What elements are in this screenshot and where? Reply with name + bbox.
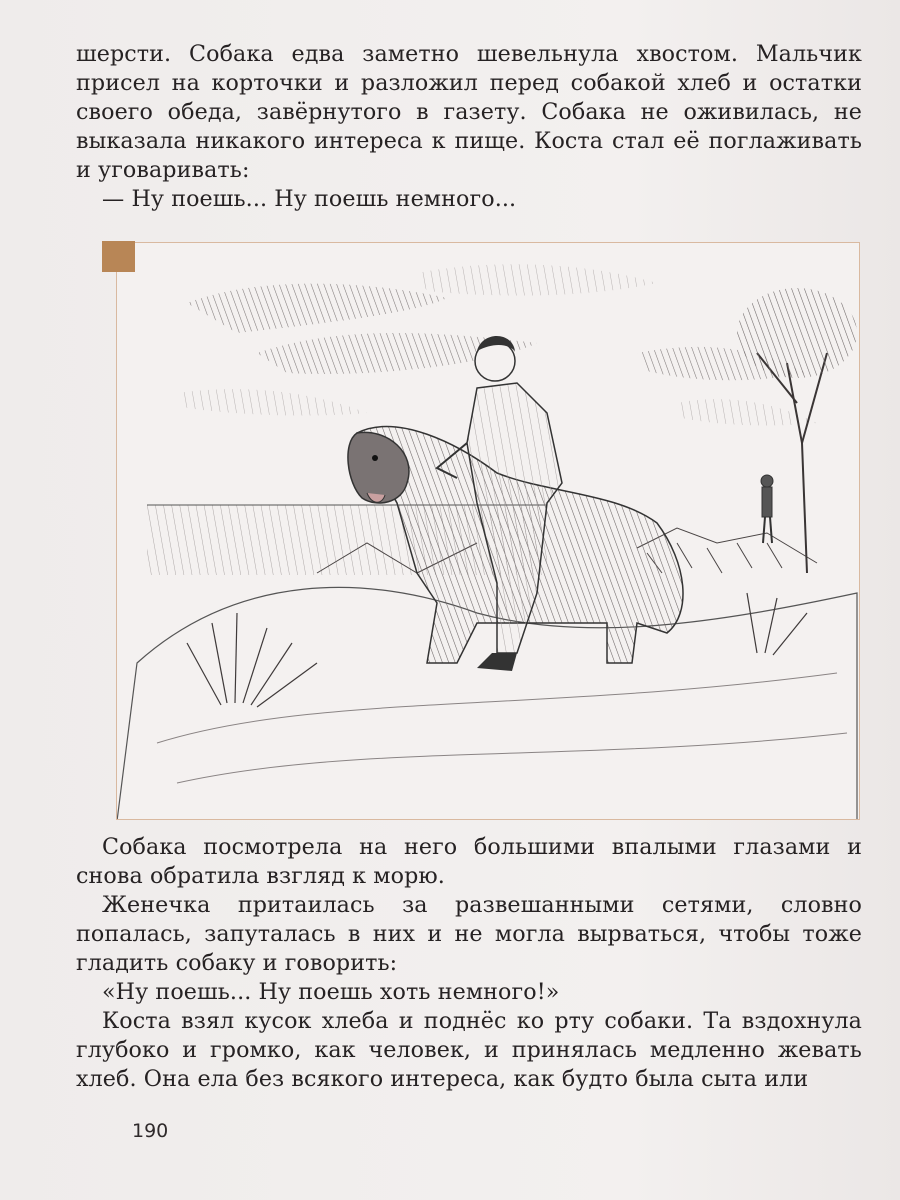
page-number: 190 (132, 1120, 169, 1142)
quote-line: «Ну поешь... Ну поешь хоть немного!» (102, 979, 560, 1005)
paragraph: Коста взял кусок хлеба и поднёс ко рту собаки. Та вздохнула глубоко и громко, как человек, и принялась медленно жевать хлеб. Она ела без всякого интереса, как будто была сыта или (76, 1008, 862, 1092)
top-text-block (76, 40, 862, 214)
paragraph: шерсти. Собака едва заметно шевельнула хвостом. Мальчик присел на корточки и разложил перед собакой хлеб и остатки своего обеда, завёрнутого в газету. Собака не оживилась, не выказала никакого интереса к пище. Коста стал её поглаживать и уговаривать: (76, 41, 862, 183)
corner-marker (102, 241, 135, 272)
illustration-drawing (117, 243, 860, 820)
bottom-text-block (76, 833, 862, 1094)
tree-crown (737, 288, 857, 378)
paragraph: Собака посмотрела на него большими впалыми глазами и снова обратила взгляд к морю. (76, 834, 862, 889)
tree (757, 353, 827, 573)
paragraph: Женечка притаилась за развешанными сетями, словно попалась, запуталась в них и не могла вырваться, чтобы тоже гладить собаку и говорить: (76, 892, 862, 976)
illustration (116, 242, 860, 820)
dialogue-line: — Ну поешь... Ну поешь немного... (102, 186, 517, 212)
